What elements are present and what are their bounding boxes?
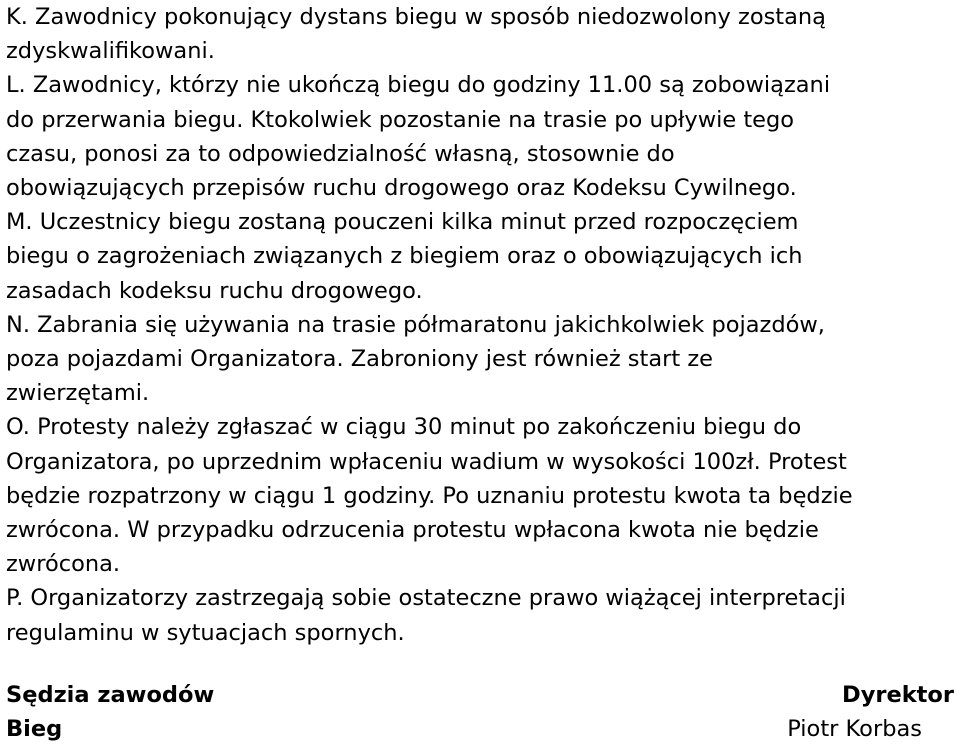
text-line: zdyskwalifikowani. [6, 38, 215, 65]
text-line: zwrócona. [6, 551, 121, 578]
text-line: P. Organizatorzy zastrzegają sobie ostateczne prawo wiążącej interpretacji [6, 585, 846, 612]
text-line: zasadach kodeksu ruchu drogowego. [6, 277, 423, 304]
signature-judge-event: Bieg [6, 716, 63, 742]
signature-director-title: Dyrektor [842, 682, 954, 708]
text-line: biegu o zagrożeniach związanych z biegiem oraz o obowiązujących ich [6, 243, 803, 270]
signature-director [554, 678, 954, 746]
text-line: do przerwania biegu. Ktokolwiek pozostanie na trasie po upływie tego [6, 106, 795, 133]
paragraph-k [6, 0, 954, 68]
signature-director-name: Piotr Korbas [787, 716, 922, 742]
text-line: N. Zabrania się używania na trasie półmaratonu jakichkolwiek pojazdów, [6, 311, 825, 338]
signature-judge [6, 678, 406, 746]
regulations-body [6, 0, 954, 650]
text-line: O. Protesty należy zgłaszać w ciągu 30 minut po zakończeniu biegu do [6, 414, 802, 441]
text-line: zwierzętami. [6, 380, 150, 407]
paragraph-o [6, 410, 954, 581]
paragraph-n [6, 308, 954, 411]
text-line: regulaminu w sytuacjach spornych. [6, 619, 405, 646]
paragraph-m [6, 205, 954, 308]
text-line: zwrócona. W przypadku odrzucenia protestu wpłacona kwota nie będzie [6, 517, 819, 544]
text-line: poza pojazdami Organizatora. Zabroniony jest również start ze [6, 346, 714, 373]
text-line: czasu, ponosi za to odpowiedzialność własną, stosownie do [6, 140, 675, 167]
paragraph-l [6, 68, 954, 205]
text-line: K. Zawodnicy pokonujący dystans biegu w sposób niedozwolony zostaną [6, 4, 826, 30]
text-line: obowiązujących przepisów ruchu drogowego oraz Kodeksu Cywilnego. [6, 175, 797, 202]
text-line: będzie rozpatrzony w ciągu 1 godziny. Po uznaniu protestu kwota ta będzie [6, 482, 853, 509]
text-line: L. Zawodnicy, którzy nie ukończą biegu do godziny 11.00 są zobowiązani [6, 72, 831, 99]
text-line: M. Uczestnicy biegu zostaną pouczeni kilka minut przed rozpoczęciem [6, 209, 799, 236]
text-line: Organizatora, po uprzednim wpłaceniu wadium w wysokości 100zł. Protest [6, 448, 847, 475]
signature-judge-title: Sędzia zawodów [6, 682, 215, 708]
paragraph-p [6, 581, 954, 649]
